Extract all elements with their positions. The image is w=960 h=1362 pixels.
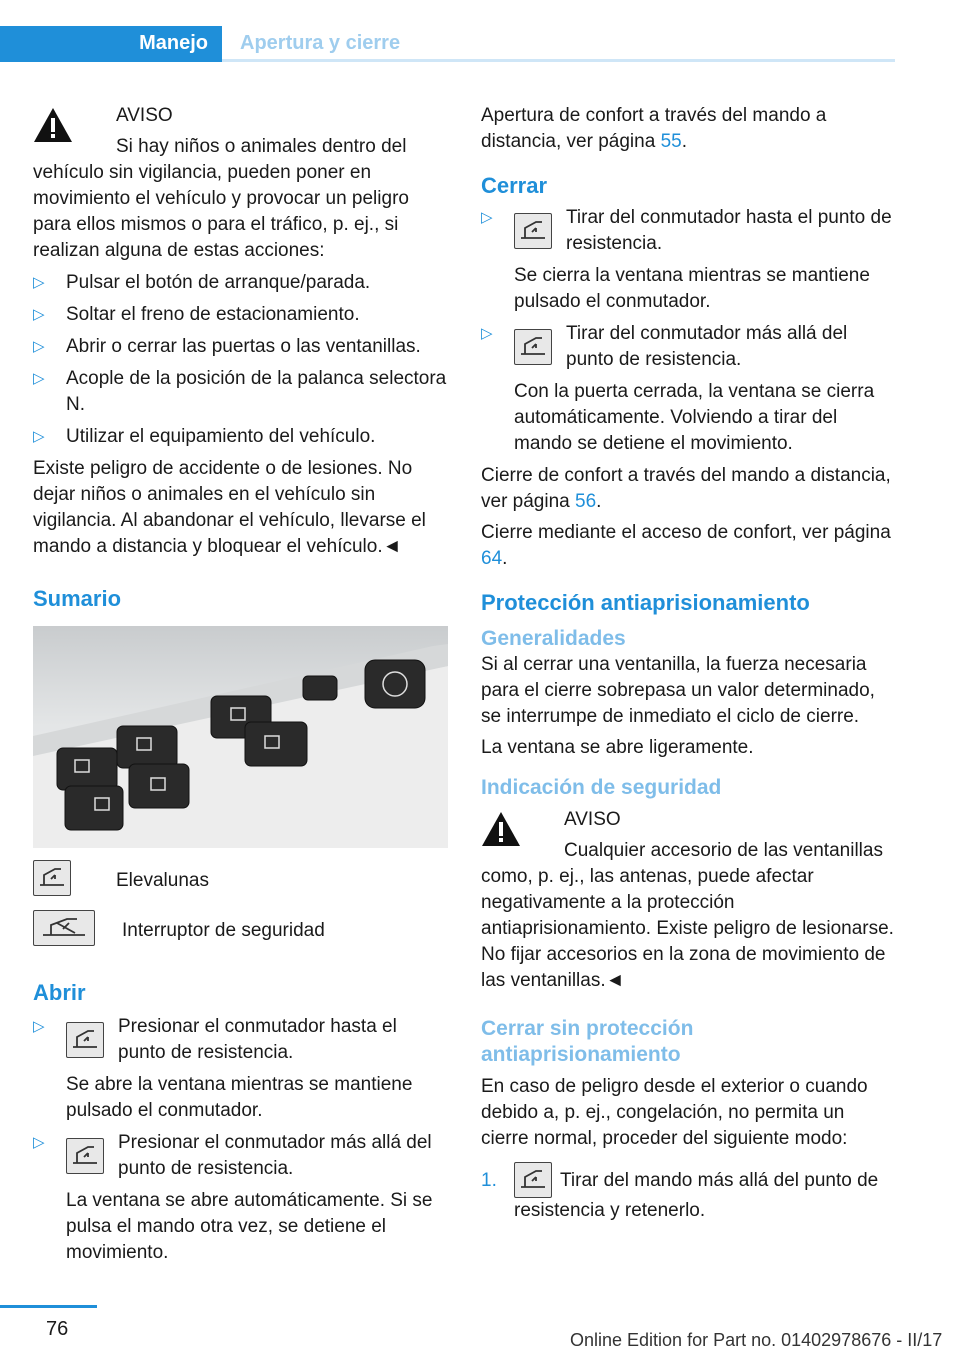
legend-interruptor: Interruptor de seguridad [33,918,448,958]
bullet-triangle-icon: ▷ [33,1134,45,1151]
bullet-triangle-icon: ▷ [33,338,45,355]
warning-icon [481,811,521,847]
right-column [481,103,897,1224]
list-item: ▷ Tirar del conmutador hasta el punto de resistencia. Se cierra la ventana mientras se mantiene pulsado el conmutador. [481,207,892,312]
warning-text: Cualquier accesorio de las ventanillas como, p. ej., las antenas, puede afectar negativamente a la protección antiaprisionamiento. Existe peligro de lesionarse. No fijar accesorios en la zona de movimiento de las ventanillas.◄ [481,840,894,991]
list-item: ▷ Tirar del conmutador más allá del punto de resistencia. Con la puerta cerrada, la ventana se cierra automáticamente. Volviendo a tirar del mando se detiene el movimiento. [481,323,875,454]
window-switch-illustration [33,626,448,848]
window-switch-icon [33,860,71,896]
list-item: ▷ Presionar el conmutador hasta el punto de resistencia. Se abre la ventana mientras se mantiene pulsado el conmutador. [33,1016,413,1121]
page-link-64[interactable]: 64 [481,548,503,569]
bullet-triangle-icon: ▷ [33,1018,45,1035]
list-item: ▷ Presionar el conmutador más allá del punto de resistencia. La ventana se abre automáticamente. Si se pulsa el mando otra vez, se detiene el movimiento. [33,1132,433,1263]
sin-proteccion-heading: Cerrar sin protección antiaprisionamiento [481,1017,694,1066]
proteccion-heading: Protección antiaprisionamiento [481,590,810,615]
abrir-list [33,1014,448,1266]
window-switch-photo [33,626,448,848]
seguridad-heading: Indicación de seguridad [481,776,722,799]
left-column [33,103,448,1272]
list-item: ▷ Acople de la posición de la palanca selectora N. [33,368,447,415]
safety-switch-icon [33,910,95,946]
bullet-triangle-icon: ▷ [33,306,45,323]
warning-block [481,807,897,994]
legend-elevalunas: Elevalunas [33,868,448,908]
bullet-triangle-icon: ▷ [33,370,45,387]
list-item: ▷ Soltar el freno de estacionamiento. [33,302,448,328]
list-item: ▷ Abrir o cerrar las puertas o las ventanillas. [33,334,448,360]
window-switch-icon [66,1022,104,1058]
warning-icon [33,107,73,143]
list-item: ▷ Pulsar el botón de arranque/parada. [33,270,448,296]
list-item: ▷ Utilizar el equipamiento del vehículo. [33,424,448,450]
edition-note: Online Edition for Part no. 01402978676 - II/17 [570,1330,943,1350]
generalidades-text: Si al cerrar una ventanilla, la fuerza necesaria para el cierre sobrepasa un valor determinado, se interrumpe de inmediato el ciclo de cierre. [481,654,875,727]
window-switch-icon [514,329,552,365]
window-switch-icon [514,213,552,249]
bullet-triangle-icon: ▷ [33,274,45,291]
warning-block [33,103,448,264]
abrir-heading: Abrir [33,980,86,1005]
generalidades-text-2: La ventana se abre ligeramente. [481,737,754,758]
window-switch-icon [514,1162,552,1198]
cerrar-heading: Cerrar [481,173,548,198]
warning-title: AVISO [564,809,621,830]
step-number: 1. [481,1170,497,1191]
page-number: 76 [46,1318,69,1340]
confort-close-text: Cierre de confort a través del mando a distancia, ver página 56. [481,465,891,512]
footer-rule [0,1305,97,1308]
window-switch-icon [66,1138,104,1174]
acceso-text: Cierre mediante el acceso de confort, ver página 64. [481,522,891,569]
step-1: 1. Tirar del mando más allá del punto de resistencia y retenerlo. [481,1168,897,1224]
warning-title: AVISO [116,105,173,126]
sin-proteccion-text: En caso de peligro desde el exterior o cuando debido a, p. ej., congelación, no permita un cierre normal, proceder del siguiente modo: [481,1076,868,1149]
warning-end: Existe peligro de accidente o de lesiones. No dejar niños o animales en el vehículo sin vigilancia. Al abandonar el vehículo, llevarse el mando a distancia y bloquear el vehículo.◄ [33,458,426,557]
bullet-triangle-icon: ▷ [33,428,45,445]
warning-text: Si hay niños o animales dentro del vehículo sin vigilancia, pueden poner en movimiento el vehículo y provocar un peligro para ellos mismos o para el tráfico, p. ej., si realizan alguna de estas acciones: [33,136,409,261]
bullet-triangle-icon: ▷ [481,325,493,342]
generalidades-heading: Generalidades [481,627,626,650]
cerrar-list [481,205,897,457]
page-link-55[interactable]: 55 [660,131,682,152]
header-tab-manejo: Manejo [0,26,222,62]
warning-list [33,270,448,450]
page-link-56[interactable]: 56 [575,491,597,512]
sumario-heading: Sumario [33,586,122,611]
page-header [0,0,895,62]
header-tab-apertura: Apertura y cierre [222,26,895,62]
confort-open-text: Apertura de confort a través del mando a distancia, ver página 55. [481,105,827,152]
bullet-triangle-icon: ▷ [481,209,493,226]
